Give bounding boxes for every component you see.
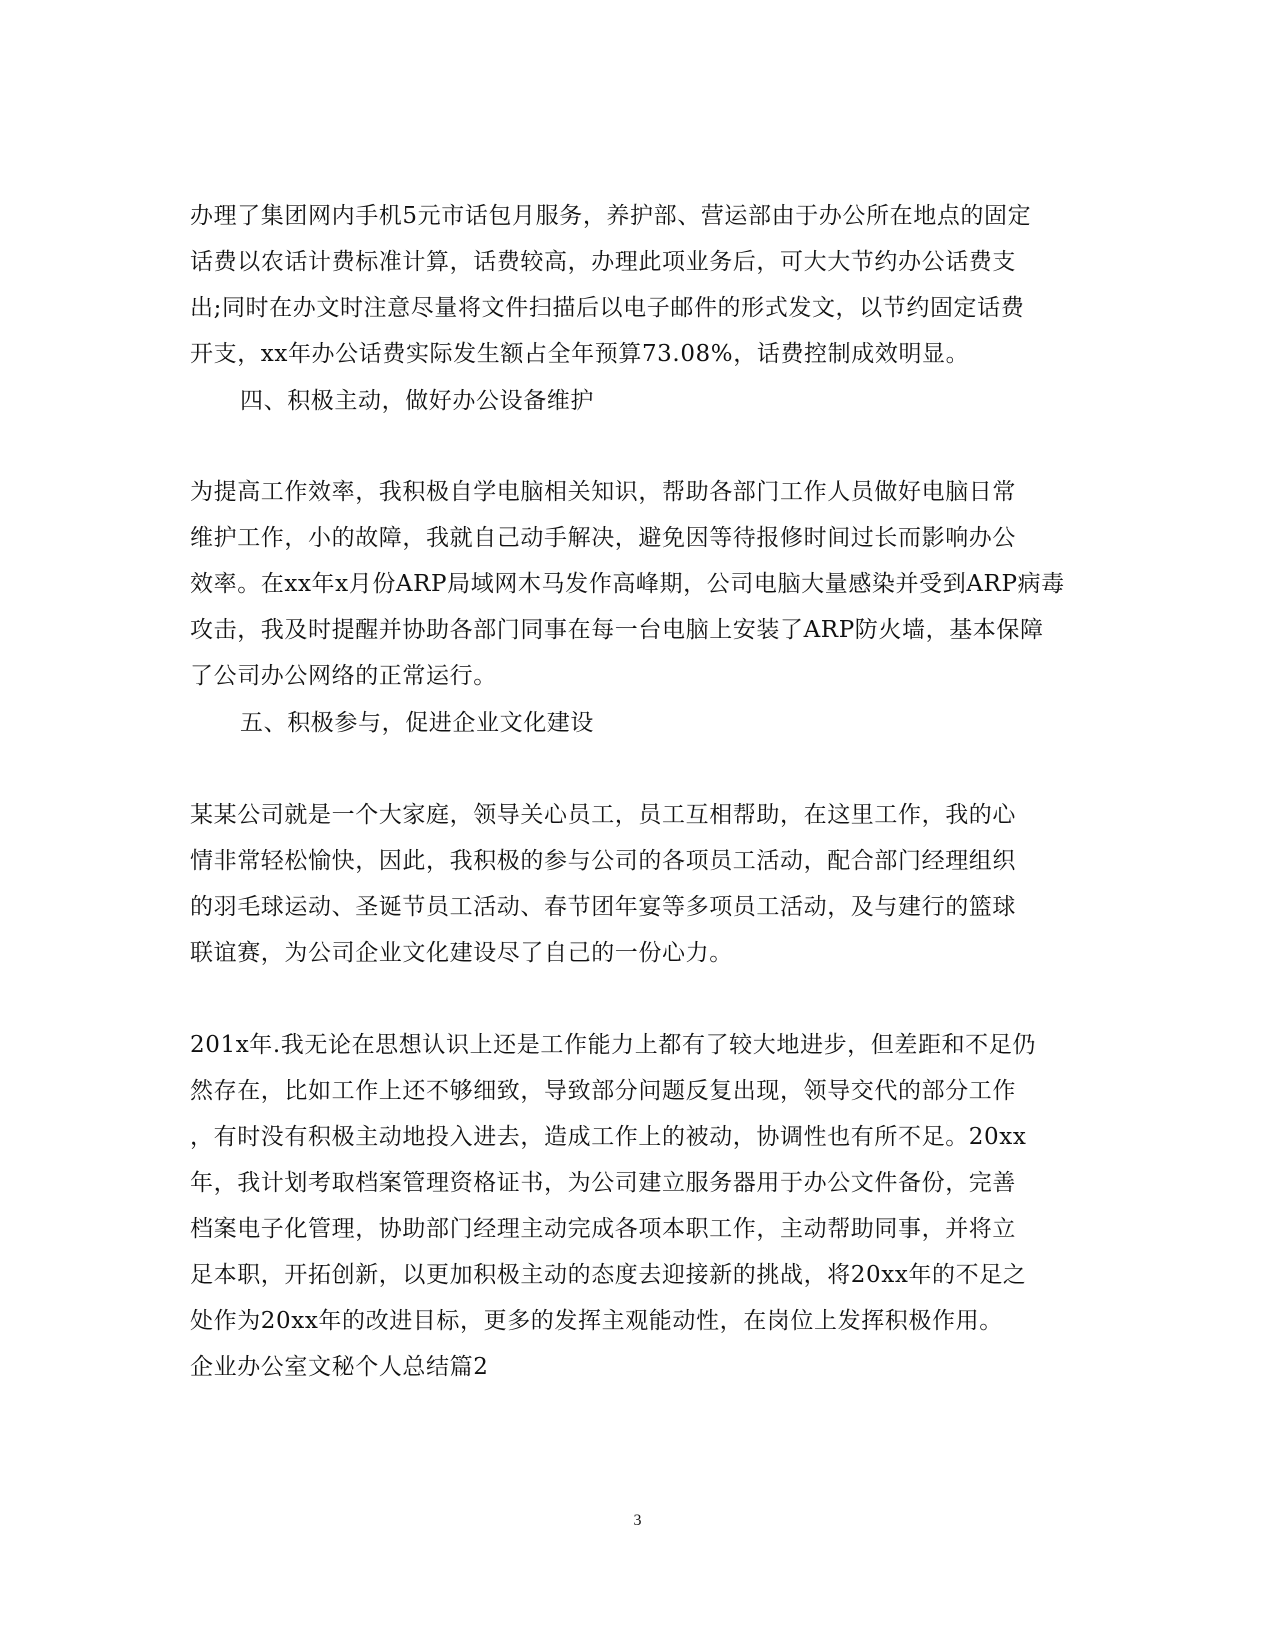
- section-title: 企业办公室文秘个人总结篇2: [190, 1354, 489, 1380]
- paragraph-3-line-2: 情非常轻松愉快，因此，我积极的参与公司的各项员工活动，配合部门经理组织: [190, 848, 1016, 874]
- paragraph-1-line-2: 话费以农话计费标准计算，话费较高，办理此项业务后，可大大节约办公话费支: [190, 249, 1016, 275]
- section-heading-4: 四、积极主动，做好办公设备维护: [240, 388, 594, 414]
- paragraph-4-line-4: 年，我计划考取档案管理资格证书，为公司建立服务器用于办公文件备份，完善: [190, 1170, 1016, 1196]
- paragraph-2-line-4: 攻击，我及时提醒并协助各部门同事在每一台电脑上安装了ARP防火墙，基本保障: [190, 617, 1044, 643]
- paragraph-4-line-5: 档案电子化管理，协助部门经理主动完成各项本职工作，主动帮助同事，并将立: [190, 1216, 1016, 1242]
- paragraph-3-line-3: 的羽毛球运动、圣诞节员工活动、春节团年宴等多项员工活动，及与建行的篮球: [190, 894, 1016, 920]
- paragraph-4-line-6: 足本职，开拓创新，以更加积极主动的态度去迎接新的挑战，将20xx年的不足之: [190, 1262, 1027, 1288]
- page-number: 3: [633, 1512, 642, 1529]
- paragraph-4-line-2: 然存在，比如工作上还不够细致，导致部分问题反复出现，领导交代的部分工作: [190, 1078, 1016, 1104]
- paragraph-3-line-4: 联谊赛，为公司企业文化建设尽了自己的一份心力。: [190, 940, 733, 966]
- paragraph-2-line-2: 维护工作，小的故障，我就自己动手解决，避免因等待报修时间过长而影响办公: [190, 525, 1016, 551]
- paragraph-4-line-1: 201x年.我无论在思想认识上还是工作能力上都有了较大地进步，但差距和不足仍: [190, 1032, 1036, 1058]
- paragraph-1-line-1: 办理了集团网内手机5元市话包月服务，养护部、营运部由于办公所在地点的固定: [190, 203, 1032, 229]
- paragraph-4-line-3: ，有时没有积极主动地投入进去，造成工作上的被动，协调性也有所不足。20xx: [190, 1124, 1027, 1150]
- paragraph-1-line-4: 开支，xx年办公话费实际发生额占全年预算73.08%，话费控制成效明显。: [190, 341, 970, 367]
- paragraph-3-line-1: 某某公司就是一个大家庭，领导关心员工，员工互相帮助，在这里工作，我的心: [190, 802, 1016, 828]
- paragraph-1-line-3: 出;同时在办文时注意尽量将文件扫描后以电子邮件的形式发文，以节约固定话费: [190, 295, 1025, 321]
- paragraph-2-line-1: 为提高工作效率，我积极自学电脑相关知识，帮助各部门工作人员做好电脑日常: [190, 479, 1016, 505]
- paragraph-2-line-3: 效率。在xx年x月份ARP局域网木马发作高峰期，公司电脑大量感染并受到ARP病毒: [190, 571, 1065, 597]
- paragraph-4-line-7: 处作为20xx年的改进目标，更多的发挥主观能动性，在岗位上发挥积极作用。: [190, 1308, 1003, 1334]
- paragraph-2-line-5: 了公司办公网络的正常运行。: [190, 663, 497, 689]
- section-heading-5: 五、积极参与，促进企业文化建设: [240, 710, 594, 736]
